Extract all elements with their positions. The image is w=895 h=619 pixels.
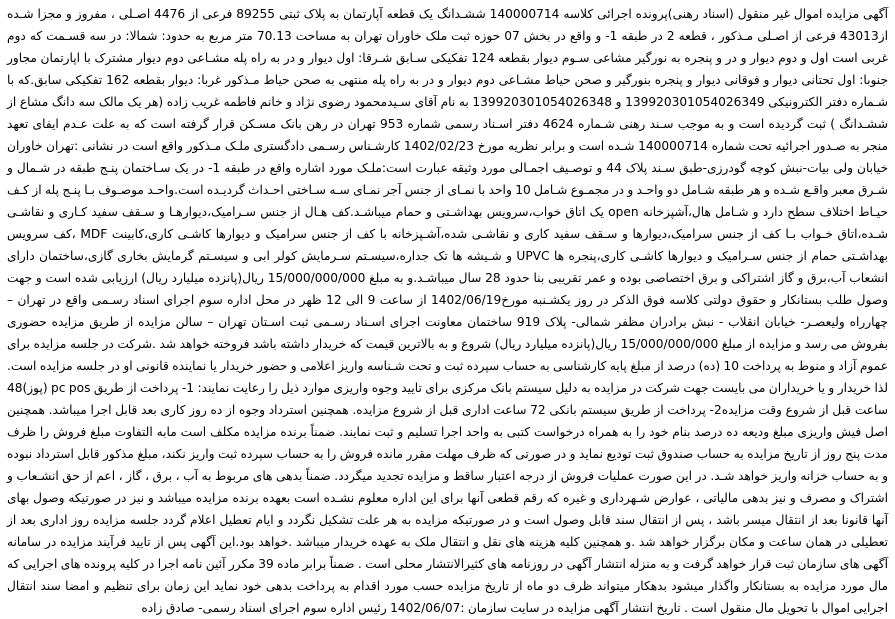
auction-notice-text: آگهی مزایده اموال غیر منقول (اسناد رهنی)پرونده اجرائی کلاسه 140000714 ششـدانگ یک قطعه آپارتمان به پلاک ثبتی 89255 فرعی از 4476 اصـلی ، مفروز و مجزا شـده از43013 فرعی از اصـلی مـذکور ، قطعه 2 در طبقه 1- و واقع در بخش 07 حوزه ثبت ملک خاوران تهران به مساحت 70.13 متر مربع به حدود: شمالا: در سه قسـمت که دوم غربی است اول و دوم دیوار و در و پنجره به نورگیر مشاعی سـوم دیوار بقطعه 124 تفکیکی سـابق شـرقا: اول دیوار و در به راه پله مشـاعی دوم دیوار مشترک با اپارتمان مجاور جنوبا: اول تحتانی دیوار و فوقانی دیوار و پنجره بنورگیر و صحن حیاط مشـاعی دوم دیوار و در به راه پله منتهی به صحن حیاط مـذکور غربا: دیوار بقطعه 162 تفکیکی سابق.که با شـماره دفتر الکترونیکی 139920301054026349 و 139920301054026348 به نام آقای سـیدمحمود رضوی نژاد و خانم فاطمه غریب زاده (هر یک مالک سه دانگ مشاع از ششـدانگ ) ثبت گردیده است و به موجب سـند رهنی شـماره 4624 دفتر اسـناد رسمی شماره 953 تهران در رهن بانک مسـکن قرار گرفته است که به علت عـدم ایفای تعهد منجر به صـدور اجرائیه تحت شماره 140000714 شـده است و برابر نظریه مورخ 1402/02/23 کارشـناس رسـمی دادگستری ملـک مـذکور واقع است در نشانی :تهران خاوران خیابان ولی بیات-نبش کوچه گودرزی-طبق سـند پلاک 44 و توصـیف اجمـالی مورد وثیقه عبارت است:ملـک مورد اشاره واقع در طبقه 1- در یک سـاختمان پنـج طبقه در شـمال و شـرق معبر واقـع شـده و هر طبقه شـامل دو واحـد و در مجمـوع شـامل 10 واحد با نمـای از جنس آجر نمـای سـه سـاختی احـداث گردیـده است.واحـد موصـوف بـا پنـج پله از کـف حیـاط اختلاف سطح دارد و شـامل هال،آشپزخانه open یک اتاق خواب،سرویس بهداشـتی و حمام میباشـد.کف هـال از جنس سـرامیک،دیوارهـا و سـقف سفید کـاری و نقاشـی شـده،اتاق خـواب بـا کف از جنس سرامیک،دیوارها و سـقف سفید کاری و نقاشـی شده،آشـپزخانه با کف از جنس سرامیک و دیوارها کاشـی کاری،کابینت MDF ،کف سرویس بهداشـتی حمام از جنس سـرامیک و دیوارها کاشـی کاری،پنجره ها UPVC و شـیشه ها تک جداره،سیسـتم سـرمایش کولر ابی و سیسـتم گرمایش بخاری گازی،ساختمان دارای انشعاب آب،برق و گاز اشتراکی و برق اختصاصی بوده و عمر تقریبی بنا حدود 28 سال میباشـد.و به مبلغ 15/000/000/000 ریال(پانزده میلیارد ریال) ارزیابی شده است و جهت وصول طلب بستانکار و حقوق دولتی کلاسه فوق الذکر در روز یکشـنبه مورخ1402/06/19 از ساعت 9 الی 12 ظهر در محل اداره سوم اجرای اسناد رسـمی واقع در تهران – چهارراه ولیعصـر- خیابان انقلاب - نبش برادران مظفر شمالی- پلاک 919 ساختمان معاونت اجرای اسـناد رسـمی ثبت اسـتان تهران – سالن مزایده از طریق مزایده حضوری بفروش می رسد و مزایده از مبلغ 15/000/000/000 ریال(پانزده میلیارد ریال) شروع و به بالاترین قیمت که خریدار داشته باشد فروخته خواهد شد .شرکت در جلسه مزایده برای عموم آزاد و منوط به پرداخت 10 (ده) درصد از مبلغ پایه کارشناسی به حساب سپرده ثبت و تحت شـناسه واریز اعلامی و حضور خریدار یا نماینده قانونی او در جلسه مزایده است. لذا خریدار و یا خریداران می بایست جهت شرکت در مزایده به دلیل سیستم بانک مرکزی برای تایید وجوه واریزی موارد ذیل را رعایت نمایند: 1- پرداخت از طریق pc pos (پوز)48 ساعت قبل از شروع وقت مزایده2- پرداخت از طریق سیستم بانکی 72 ساعت اداری قبل از شروع مزایده. همچنین استرداد وجوه از ده روز کاری بعد قابل اجرا میباشد. همچنین اصل فیش واریزی مبلغ ودیعه ده درصد بنام خود را به همراه درخواست کتبی به واحد اجرا تسلیم و ثبت نمایند. ضمناً برنده مزایده مکلف است مابه التفاوت مبلغ فروش را ظرف مدت پنج روز از تاریخ مزایده به حساب صندوق ثبت تودیع نماید و در صورتی که ظرف مهلت مقرر مانده فروش را به حساب سپرده ثبت واریز نکند، مبلغ مذکور قابل استرداد نبوده و به حساب خزانه واریز خواهد شـد. در این صورت عملیات فروش از درجه اعتبار ساقط و مزایده تجدید میگردد. ضمناً بدهی های مربوط به آب ، برق ، گاز ، اعم از حق انشـعاب و اشتراک و مصرف و نیز بدهی مالیاتی ، عوارض شـهرداری و غیره که رقم قطعی آنها برای این اداره معلوم نشـده است بعهده برنده مزایده میباشد و نیز در صورتیکه وصول بهای آنها قانونا بعد از انتقال میسر باشد ، پس از انتقال سند قابل وصول است و در صورتیکه مزایده به هر علت تشکیل نگردد و ایام تعطیل اعلام گردد جلسه مزایده روز اداری بعد از تعطیلی در همان ساعت و مکان برگزار خواهد شد .و همچنین کلیه هزینه های نقل و انتقال ملک به عهده خریدار میباشد .خواهد بود.این آگهی پس از تایید فرآیند مزایده در سامانه آگهی های سازمان ثبت قرار خواهد گرفت و به منزله انتشار آگهی در روزنامه های کثیرالانتشار محلی است . ضمناً برابر ماده 39 مکرر آئین نامه اجرا در کلیه پرونده های اجرایی که مال مورد مزایده به بستانکار واگذار میشود بدهکار میتواند ظرف دو ماه از تاریخ مزایده حسب مورد اقدام به پرداخت بدهی خود نماید این زمان برای تنظیم و امضا سند انتقال اجرایی اموال با تحویل مال منقول است . تاریخ انتشار آگهی مزایده در سایت سازمان :1402/06/07 رئیس اداره سوم اجرای اسناد رسمی- صادق زاده	[7, 7, 889, 615]
